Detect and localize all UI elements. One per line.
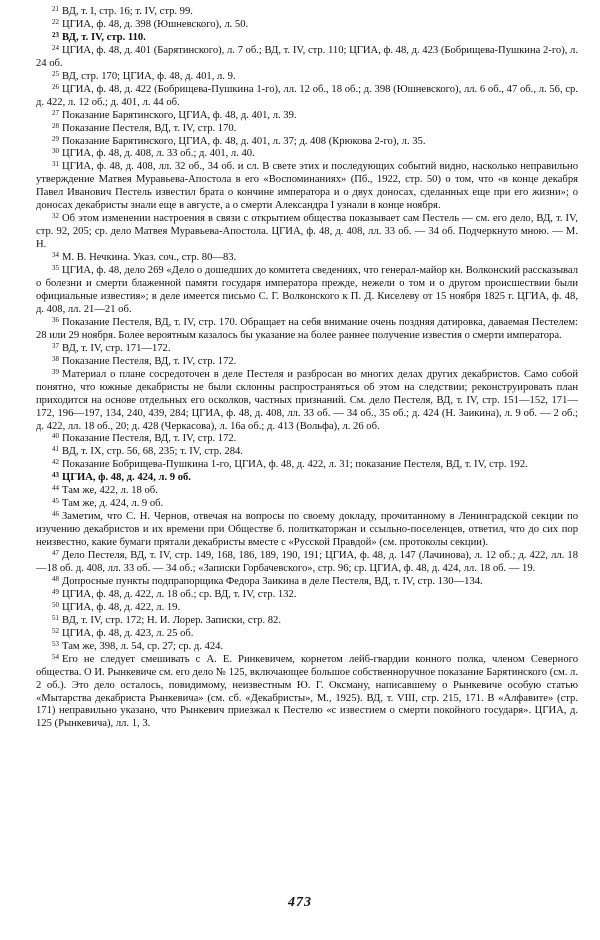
footnote-40 bbox=[36, 433, 578, 446]
footnote-54 bbox=[36, 654, 578, 732]
footnote-24 bbox=[36, 45, 578, 71]
footnote-number: 49 bbox=[52, 587, 59, 596]
footnote-text: Там же, 398, л. 54, ср. 27; ср. д. 424. bbox=[62, 640, 224, 652]
footnote-28 bbox=[36, 123, 578, 136]
footnote-number: 24 bbox=[52, 43, 59, 52]
footnote-39 bbox=[36, 369, 578, 434]
footnote-number: 50 bbox=[52, 600, 59, 609]
footnote-48 bbox=[36, 576, 578, 589]
footnote-text: ЦГИА, ф. 48, дело 269 «Дело о дошедших до комитета сведениях, что генерал-майор кн. Волконский рассказывал о болезни и смерти блаженной памяти государя императора прежде, нежели о том и о другом происшествии были официальные известия»; в деле имеется письмо С. Г. Волконского к П. Д. Киселеву от 15 ноября 1825 г. ЦГИА, ф. 48, д. 408, лл. 21—21 об. bbox=[36, 265, 578, 315]
footnote-number: 51 bbox=[52, 613, 59, 622]
footnote-text: М. В. Нечкина. Указ. соч., стр. 80—83. bbox=[62, 252, 237, 264]
footnote-52 bbox=[36, 628, 578, 641]
page-number: 473 bbox=[288, 895, 312, 910]
footnote-number: 21 bbox=[52, 5, 59, 13]
footnote-text: ЦГИА, ф. 48, д. 423, л. 25 об. bbox=[62, 627, 194, 639]
footnote-text: Показание Пестеля, ВД, т. IV, стр. 170. Обращает на себя внимание очень поздняя датировка, даваемая Пестелем: 28 или 29 ноября. Более вероятным казалось бы указание на более раннее получение известия о смерти императора. bbox=[36, 316, 578, 341]
footnote-text: Там же, 422, л. 18 об. bbox=[62, 485, 158, 497]
footnote-45 bbox=[36, 498, 578, 511]
footnote-number: 41 bbox=[52, 445, 59, 454]
footnote-text: ЦГИА, ф. 48, д. 424, л. 9 об. bbox=[62, 472, 191, 484]
footnote-text: Его не следует смешивать с А. Е. Ринкевичем, корнетом лейб-гвардии конного полка, членом Северного общества. О И. Рынкевиче см. его дело № 125, включающее большое собственноручное показание Барятинского (см. л. 2 об.). Это дело осталось, повидимому, неизвестным Ю. Г. Оксману, написавшему о Рынкевиче особую статью «Мытарства декабриста Рынкевича» (см. сб. «Декабристы», М., 1925). ВД, т. VIII, стр. 215, 171. В «Алфавите» (стр. 171) неправильно указано, что Рынкевич приезжал к Пестелю «с известием о смерти покойного государя». ЦГИА, д. 125 (Рынкевича), лл. 1, 3. bbox=[36, 653, 578, 730]
footnote-32 bbox=[36, 213, 578, 252]
footnote-46 bbox=[36, 511, 578, 550]
footnote-text: Показание Барятинского, ЦГИА, ф. 48, д. 401, л. 39. bbox=[62, 109, 297, 121]
footnote-number: 22 bbox=[52, 17, 59, 26]
footnote-text: Заметим, что С. Н. Чернов, отвечая на вопросы по своему докладу, прочитанному в Ленинградской секции по изучению декабристов и их времени при Обществе б. политкаторжан и ссыльно-поселенцев, ответил, что до сих пор неизвестно, какие бумаги прятали декабристы вместе с «Русской Правдой» (см. протоколы секции). bbox=[36, 511, 578, 549]
footnote-text: Показание Пестеля, ВД, т. IV, стр. 172. bbox=[62, 355, 237, 367]
footnote-31 bbox=[36, 161, 578, 213]
footnote-number: 27 bbox=[52, 108, 59, 117]
footnote-number: 37 bbox=[52, 341, 59, 350]
footnote-text: ЦГИА, ф. 48, д. 422, л. 19. bbox=[62, 601, 181, 613]
footnote-number: 45 bbox=[52, 497, 59, 506]
footnote-number: 52 bbox=[52, 626, 59, 635]
footnote-text: ВД, т. IX, стр. 56, 68, 235; т. IV, стр. 284. bbox=[62, 446, 243, 458]
footnote-text: ВД, т. IV, стр. 171—172. bbox=[62, 342, 171, 354]
footnote-36 bbox=[36, 317, 578, 343]
footnote-text: ВД, стр. 170; ЦГИА, ф. 48, д. 401, л. 9. bbox=[62, 70, 236, 82]
footnote-50 bbox=[36, 602, 578, 615]
footnote-42 bbox=[36, 459, 578, 472]
footnote-44 bbox=[36, 485, 578, 498]
footnote-text: Дело Пестеля, ВД, т. IV, стр. 149, 168, 186, 189, 190, 191; ЦГИА, ф. 48, д. 147 (Лачинова), л. 12 об.; д. 422, лл. 18—18 об. д. 408, лл. 33 об. — 34 об.; «Записки Горбачевского», стр. 96; ср. ЦГИА, ф. 48, д. 424, лл. 18 об. — 19. bbox=[36, 550, 578, 574]
footnote-35 bbox=[36, 265, 578, 317]
footnote-text: Показание Бобрищева-Пушкина 1-го, ЦГИА, ф. 48, д. 422, л. 31; показание Пестеля, ВД, т. IV, стр. 192. bbox=[62, 459, 528, 471]
footnote-number: 42 bbox=[52, 458, 59, 467]
footnote-text: ЦГИА, ф. 48, д. 401 (Барятинского), л. 7 об.; ВД, т. IV, стр. 110; ЦГИА, ф. 48, д. 423 (Бобрищева-Пушкина 2-го), л. 24 об. bbox=[36, 44, 578, 69]
footnote-text: Допросные пункты подпрапорщика Федора Заикина в деле Пестеля, ВД, т. IV, стр. 130—134. bbox=[62, 575, 483, 587]
footnote-number: 47 bbox=[52, 549, 59, 558]
footnote-number: 29 bbox=[52, 134, 59, 143]
footnote-text: Там же, д. 424, л. 9 об. bbox=[62, 498, 164, 510]
footnote-text: ЦГИА, ф. 48, д. 422 (Бобрищева-Пушкина 1-го), лл. 12 об., 18 об.; д. 398 (Юшневского), лл. 6 об., 47 об., л. 56, ср. д. 422, л. 12 об.; д. 401, л. 44 об. bbox=[36, 83, 578, 108]
footnote-37 bbox=[36, 343, 578, 356]
footnote-number: 54 bbox=[52, 652, 59, 661]
footnote-26 bbox=[36, 84, 578, 110]
footnote-number: 39 bbox=[52, 367, 59, 376]
footnote-number: 38 bbox=[52, 354, 59, 363]
footnote-text: ВД, т. IV, стр. 110. bbox=[62, 31, 146, 43]
footnote-21 bbox=[36, 6, 578, 19]
footnote-number: 31 bbox=[52, 160, 59, 169]
footnote-51 bbox=[36, 615, 578, 628]
footnote-text: ВД, т. IV, стр. 172; Н. И. Лорер. Записки, стр. 82. bbox=[62, 614, 281, 626]
footnote-number: 44 bbox=[52, 484, 59, 493]
footnote-34 bbox=[36, 252, 578, 265]
footnote-43 bbox=[36, 472, 578, 485]
footnotes-list bbox=[36, 6, 578, 731]
footnote-49 bbox=[36, 589, 578, 602]
footnote-text: Об этом изменении настроения в связи с открытием общества показывает сам Пестель — см. его дело, ВД, т. IV, стр. 92, 205; ср. дело Матвея Муравьева-Апостола. ЦГИА, ф. 48, д. 408, лл. 33 об. — 34 об. Подчеркнуто мною. — М. Н. bbox=[36, 213, 578, 251]
footnote-text: ЦГИА, ф. 48, д. 422, л. 18 об.; ср. ВД, т. IV, стр. 132. bbox=[62, 588, 297, 600]
footnote-41 bbox=[36, 446, 578, 459]
footnote-number: 25 bbox=[52, 69, 59, 78]
footnote-text: Показание Пестеля, ВД, т. IV, стр. 172. bbox=[62, 433, 237, 445]
footnote-23 bbox=[36, 32, 578, 45]
footnote-30 bbox=[36, 148, 578, 161]
footnote-text: Показание Барятинского, ЦГИА, ф. 48, д. 401, л. 37; д. 408 (Крюкова 2-го), л. 35. bbox=[62, 135, 426, 147]
footnote-number: 28 bbox=[52, 121, 59, 130]
footnote-22 bbox=[36, 19, 578, 32]
footnote-number: 53 bbox=[52, 639, 59, 648]
footnote-text: ВД, т. I, стр. 16; т. IV, стр. 99. bbox=[62, 6, 193, 17]
footnote-text: Материал о плане сосредоточен в деле Пестеля и разбросан во многих делах других декабристов. Само собой понятно, что южные декабристы не были склонны распространяться об этом на следствии; реконструировать план приходится на основе отдельных его осколков, частных признаний. См. дело Пестеля, ВД, т. IV, стр. 151—152, 171—172, 196—197, 134, 240, 439, 284; ЦГИА, ф. 48, д. 408, лл. 33 об. — 34 об., 35 об.; д. 424 (Н. Заикина), л. 9 об. — 2 об.; д. 422, лл. 18 об., 20; д. 428 (Черкасова), л. 16а об.; д. 413 (Вольфа), л. 26 об. bbox=[36, 368, 578, 432]
footnote-text: ЦГИА, ф. 48, д. 408, л. 33 об.; д. 401, л. 40. bbox=[62, 148, 255, 160]
footnote-38 bbox=[36, 356, 578, 369]
footnote-25 bbox=[36, 71, 578, 84]
footnote-number: 40 bbox=[52, 432, 59, 441]
footnote-number: 46 bbox=[52, 510, 59, 519]
footnote-number: 23 bbox=[52, 30, 59, 39]
footnote-53 bbox=[36, 641, 578, 654]
footnote-number: 48 bbox=[52, 574, 59, 583]
footnote-number: 32 bbox=[52, 212, 59, 221]
footnote-27 bbox=[36, 110, 578, 123]
footnote-number: 36 bbox=[52, 315, 59, 324]
footnote-29 bbox=[36, 136, 578, 149]
footnote-text: Показание Пестеля, ВД, т. IV, стр. 170. bbox=[62, 122, 237, 134]
footnote-number: 35 bbox=[52, 264, 59, 273]
footnote-number: 30 bbox=[52, 147, 59, 156]
footnote-text: ЦГИА, ф. 48, д. 398 (Юшневского), л. 50. bbox=[62, 18, 249, 30]
footnote-text: ЦГИА, ф. 48, д. 408, лл. 32 об., 34 об. и сл. В свете этих и последующих событий видно, насколько неправильно утверждение Матвея Муравьева-Апостола в его «Воспоминаниях» (Пб., 1922, стр. 50) о том, что «в конце декабря Павел Иванович Пестель известил брата о кончине императора и о двух доносах, сделанных еще при его жизни»; о доносах декабристы знали еще в августе, а о смерти Александра I узнали в конце ноября. bbox=[36, 161, 578, 212]
footnote-47 bbox=[36, 550, 578, 576]
footnote-number: 34 bbox=[52, 251, 59, 260]
footnote-number: 26 bbox=[52, 82, 59, 91]
footnote-number: 43 bbox=[52, 471, 59, 480]
